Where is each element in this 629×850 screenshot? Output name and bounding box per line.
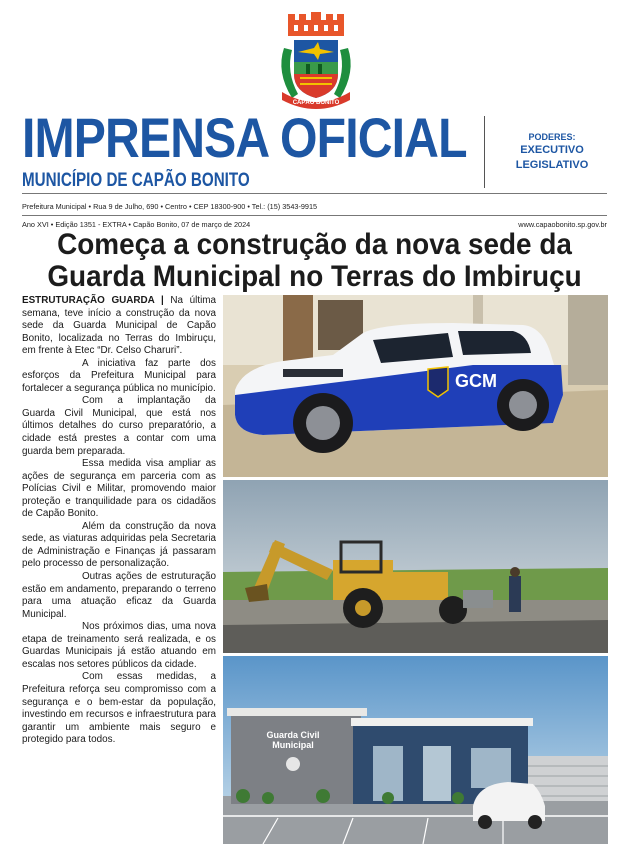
article-paragraph: Essa medida visa ampliar as ações de segurança em parceria com as Polícias Civil e Militar, promovendo maior proteção e tranquilidade para os cidadãos de Capão Bonito.	[22, 458, 216, 520]
publication-title: IMPRENSA OFICIAL	[22, 106, 467, 169]
article-paragraph: Além da construção da nova sede, as viaturas adquiridas pela Secretaria de Administração e Finanças já passaram pelo processo de personalização.	[22, 520, 216, 570]
article-paragraph: Outras ações de estruturação estão em andamento, preparando o terreno para uma atuação eficaz da Guarda Municipal.	[22, 571, 216, 620]
article-body	[22, 295, 216, 747]
photo-patrol-car	[223, 295, 608, 477]
car-gcm-text: GCM	[455, 371, 497, 391]
headline-line-1: Começa a construção da nova sede da	[57, 228, 572, 261]
edition-line: Ano XVI • Edição 1351 - EXTRA • Capão Bonito, 07 de março de 2024	[22, 220, 251, 229]
article-lead: ESTRUTURAÇÃO GUARDA |	[22, 295, 164, 306]
photo-new-headquarters-render	[223, 656, 608, 844]
website-link[interactable]: www.capaobonito.sp.gov.br	[518, 220, 607, 229]
masthead-divider	[484, 116, 485, 188]
photo-construction-site	[223, 480, 608, 653]
article-intro: Na última semana, teve início a construção da nova sede da Guarda Municipal de Capão Bonito, localizada no Terras do Imbiruçu, em frente à Etec “Dr. Celso Charuri”.	[22, 295, 217, 357]
publication-subtitle: MUNICÍPIO DE CAPÃO BONITO	[22, 170, 250, 191]
article-paragraph: Nos próximos dias, uma nova etapa de treinamento será realizada, e os Guardas Municipais já estão atuando em escalas nos setores públicos da cidade.	[22, 621, 216, 670]
coat-of-arms	[274, 12, 358, 112]
article-paragraph: Com essas medidas, a Prefeitura reforça seu compromisso com a segurança e o bem-estar da população, investindo em recursos e infraestrutura para garantir um ambiente mais seguro e protegido para todos.	[22, 671, 216, 746]
rule-top	[22, 193, 607, 194]
powers-label: PODERES:	[528, 132, 576, 142]
article-paragraph	[22, 295, 216, 358]
article-paragraph: A iniciativa faz parte dos esforços da Prefeitura Municipal para fortalecer a segurança pública no município.	[22, 357, 216, 394]
power-executive: EXECUTIVO	[520, 144, 584, 156]
article-paragraph: Com a implantação da Guarda Civil Municipal, que está nos últimos detalhes do curso preparatório, a cidade está prestes a contar com uma guarda bem preparada.	[22, 395, 216, 457]
headline-line-2: Guarda Municipal no Terras do Imbiruçu	[47, 260, 582, 293]
powers-box	[493, 131, 611, 173]
power-legislative: LEGISLATIVO	[515, 159, 589, 171]
building-sign-line-2: Municipal	[272, 740, 314, 750]
headline	[42, 229, 586, 293]
contact-line: Prefeitura Municipal • Rua 9 de Julho, 690 • Centro • CEP 18300-900 • Tel.: (15) 3543-9915	[22, 202, 318, 211]
crest-motto: CAPÃO BONITO	[292, 100, 340, 106]
rule-middle	[22, 215, 607, 216]
building-sign-line-1: Guarda Civil	[266, 730, 320, 740]
